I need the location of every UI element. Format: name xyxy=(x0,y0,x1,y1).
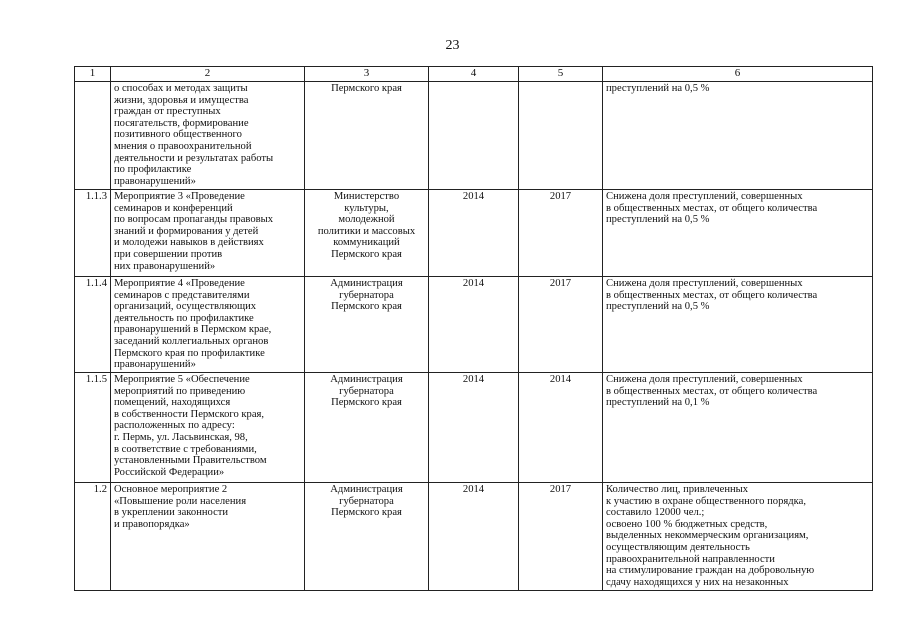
expected-result: Снижена доля преступлений, совершенных в общественных местах, от общего количества преступлений на 0,5 % xyxy=(603,277,873,373)
measure-description: Основное мероприятие 2 «Повышение роли населения в укреплении законности и правопорядка» xyxy=(111,483,305,591)
end-year: 2017 xyxy=(519,483,603,591)
end-year: 2017 xyxy=(519,277,603,373)
end-year: 2017 xyxy=(519,190,603,277)
start-year: 2014 xyxy=(429,190,519,277)
column-number: 1 xyxy=(75,67,111,82)
measure-description: Мероприятие 5 «Обеспечение мероприятий по приведению помещений, находящихся в собственности Пермского края, расположенных по адресу: г. Пермь, ул. Ласьвинская, 98, в соответствие с требованиями, установленными Правительством Российской Федерации» xyxy=(111,373,305,483)
expected-result: Снижена доля преступлений, совершенных в общественных местах, от общего количества преступлений на 0,5 % xyxy=(603,190,873,277)
expected-result: преступлений на 0,5 % xyxy=(603,82,873,190)
table-row xyxy=(75,483,873,591)
column-number: 2 xyxy=(111,67,305,82)
column-number: 5 xyxy=(519,67,603,82)
end-year: 2014 xyxy=(519,373,603,483)
table-row xyxy=(75,373,873,483)
table-row xyxy=(75,277,873,373)
column-number: 4 xyxy=(429,67,519,82)
measure-number xyxy=(75,82,111,190)
executor: Администрация губернатора Пермского края xyxy=(305,277,429,373)
start-year: 2014 xyxy=(429,277,519,373)
measure-description: Мероприятие 4 «Проведение семинаров с представителями организаций, осуществляющих деятельность по профилактике правонарушений в Пермском крае, заседаний коллегиальных органов Пермского края по профилактике правонарушений» xyxy=(111,277,305,373)
measure-number: 1.1.5 xyxy=(75,373,111,483)
measures-table xyxy=(74,66,873,591)
start-year xyxy=(429,82,519,190)
measure-number: 1.2 xyxy=(75,483,111,591)
table-row xyxy=(75,82,873,190)
end-year xyxy=(519,82,603,190)
executor: Министерство культуры, молодежной политики и массовых коммуникаций Пермского края xyxy=(305,190,429,277)
measure-number: 1.1.3 xyxy=(75,190,111,277)
table-row xyxy=(75,190,873,277)
executor: Администрация губернатора Пермского края xyxy=(305,373,429,483)
page-number: 23 xyxy=(445,38,460,53)
start-year: 2014 xyxy=(429,373,519,483)
expected-result: Количество лиц, привлеченных к участию в охране общественного порядка, составило 12000 чел.; освоено 100 % бюджетных средств, выделенных некоммерческим организациям, осуществляющим деятельность правоохранительной направленности на стимулирование граждан на добровольную сдачу находящихся у них на незаконных xyxy=(603,483,873,591)
column-number: 6 xyxy=(603,67,873,82)
column-number-row xyxy=(75,67,873,82)
executor: Администрация губернатора Пермского края xyxy=(305,483,429,591)
measure-description: Мероприятие 3 «Проведение семинаров и конференций по вопросам пропаганды правовых знаний и формирования у детей и молодежи навыков в действиях при совершении против них правонарушений» xyxy=(111,190,305,277)
start-year: 2014 xyxy=(429,483,519,591)
expected-result: Снижена доля преступлений, совершенных в общественных местах, от общего количества преступлений на 0,1 % xyxy=(603,373,873,483)
executor: Пермского края xyxy=(305,82,429,190)
measure-number: 1.1.4 xyxy=(75,277,111,373)
measure-description: о способах и методах защиты жизни, здоровья и имущества граждан от преступных посягательств, формирование позитивного общественного мнения о правоохранительной деятельности и результатах работы по профилактике правонарушений» xyxy=(111,82,305,190)
column-number: 3 xyxy=(305,67,429,82)
